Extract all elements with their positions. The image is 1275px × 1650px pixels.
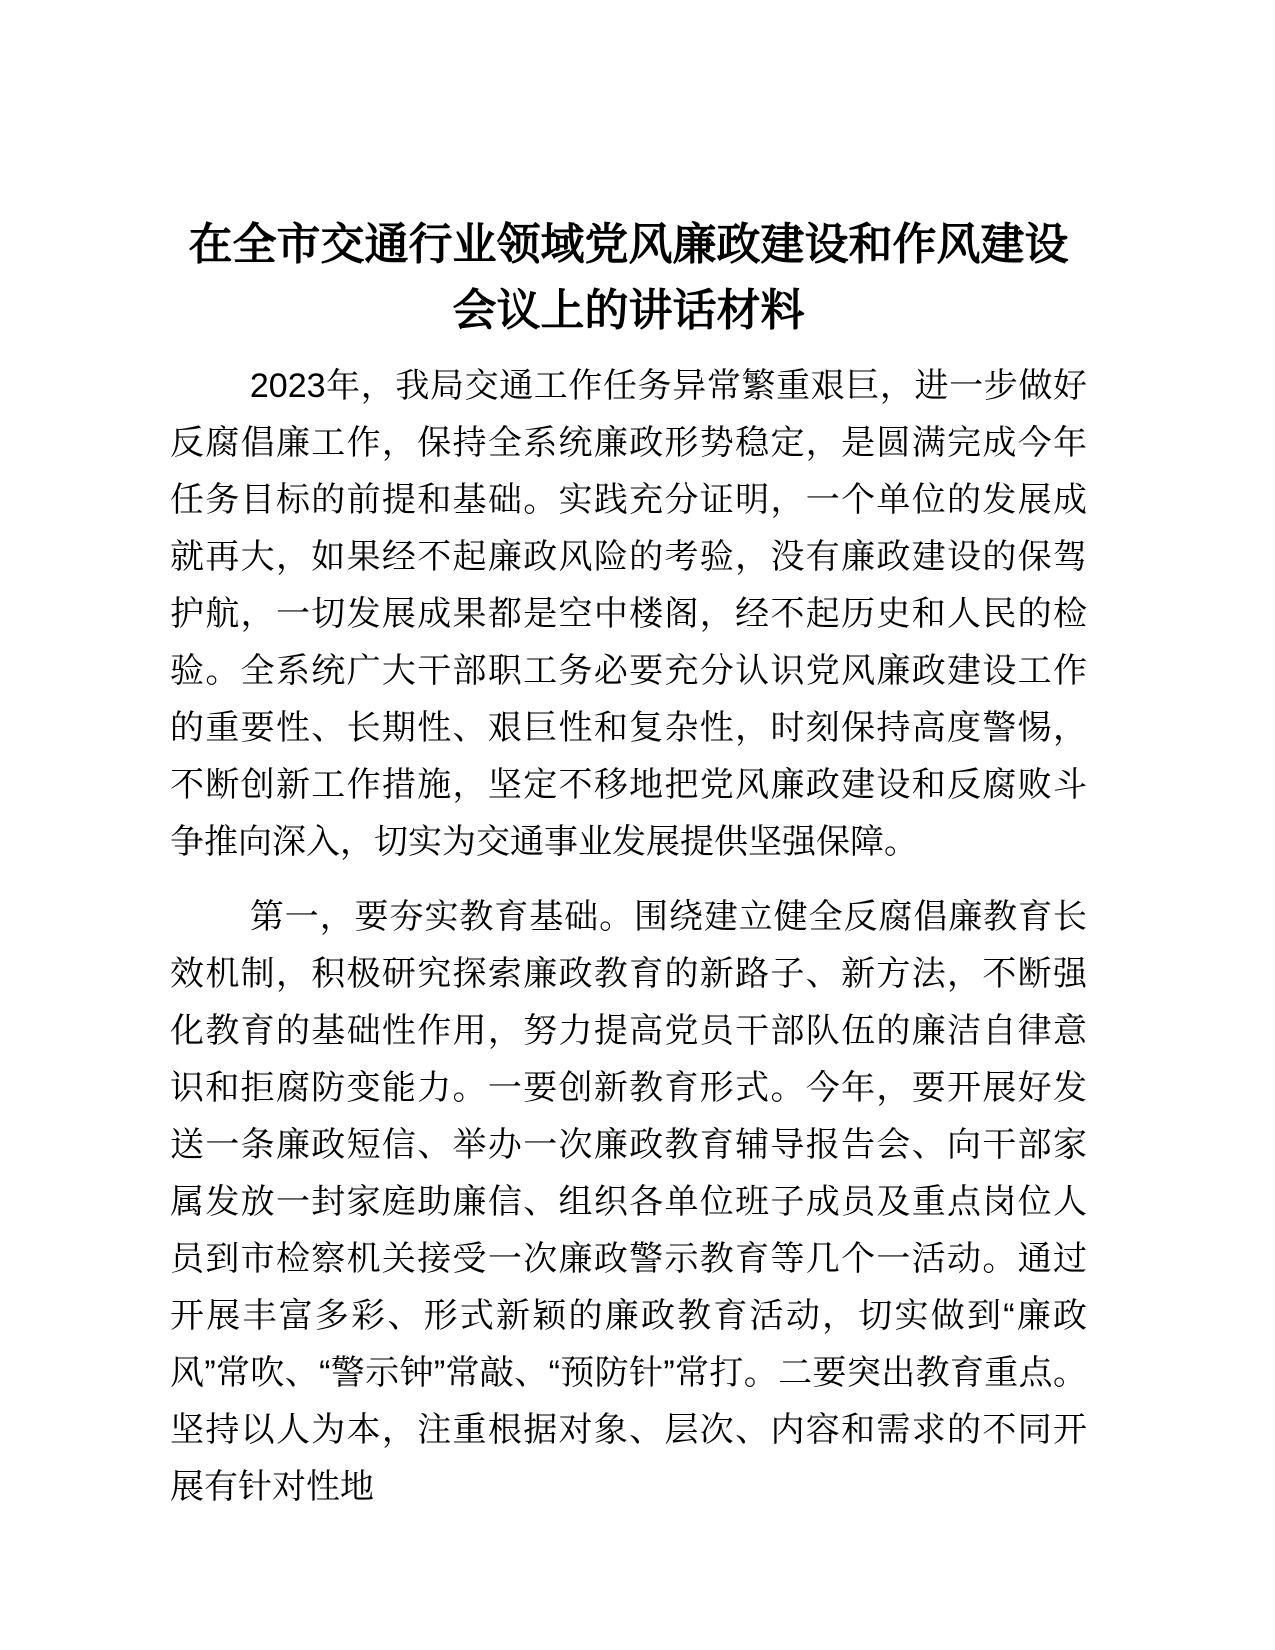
paragraph-intro: 2023年，我局交通工作任务异常繁重艰巨，进一步做好反腐倡廉工作，保持全系统廉政形势稳定，是圆满完成今年任务目标的前提和基础。实践充分证明，一个单位的发展成就再大，如果经不起廉政风险的考验，没有廉政建设的保驾护航，一切发展成果都是空中楼阁，经不起历史和人民的检验。全系统广大干部职工务必要充分认识党风廉政建设工作的重要性、长期性、艰巨性和复杂性，时刻保持高度警惕，不断创新工作措施，坚定不移地把党风廉政建设和反腐败斗争推向深入，切实为交通事业发展提供坚强保障。: [170, 367, 1087, 861]
paragraph-first-point: 第一，要夯实教育基础。围绕建立健全反腐倡廉教育长效机制，积极研究探索廉政教育的新路子、新方法，不断强化教育的基础性作用，努力提高党员干部队伍的廉洁自律意识和拒腐防变能力。一要创新教育形式。今年，要开展好发送一条廉政短信、举办一次廉政教育辅导报告会、向干部家属发放一封家庭助廉信、组织各单位班子成员及重点岗位人员到市检察机关接受一次廉政警示教育等几个一活动。通过开展丰富多彩、形式新颖的廉政教育活动，切实做到“廉政风”常吹、“警示钟”常敲、“预防针”常打。二要突出教育重点。坚持以人为本，注重根据对象、层次、内容和需求的不同开展有针对性地: [170, 898, 1088, 1506]
document-title: 在全市交通行业领域党风廉政建设和作风建设会议上的讲话材料: [188, 220, 1069, 335]
